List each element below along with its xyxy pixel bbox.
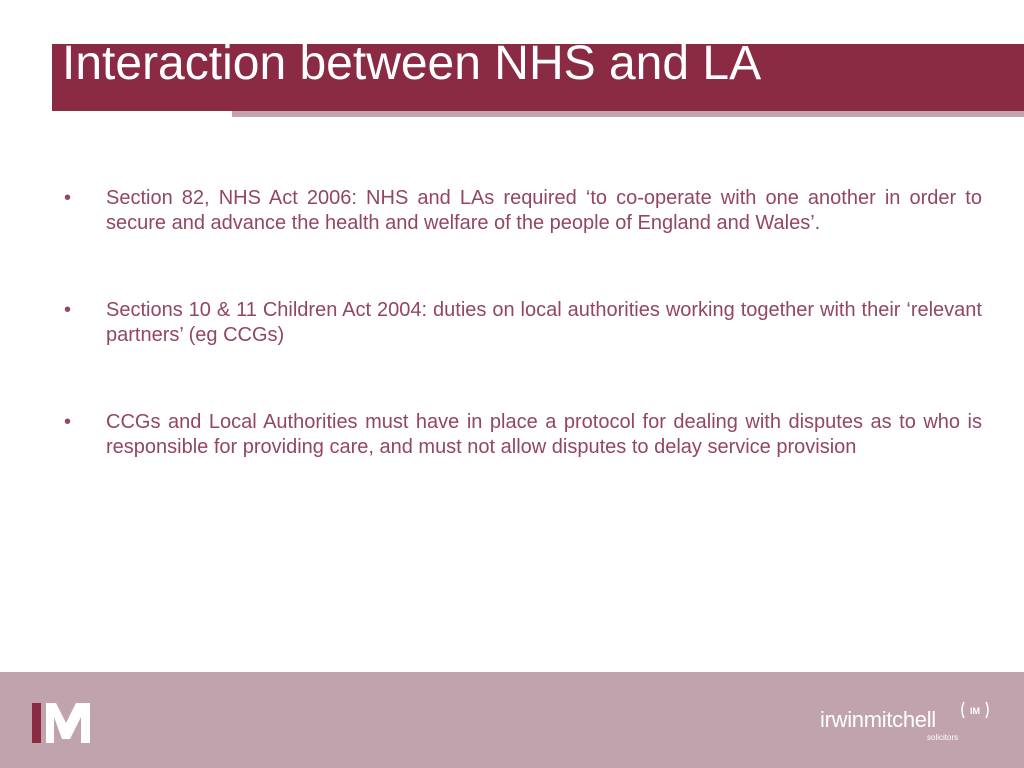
brand-mark-icon [960,700,990,720]
title-underline [232,111,1024,117]
irwinmitchell-logo [820,700,990,746]
bullet-marker: • [64,187,72,209]
bullet-item [60,410,982,459]
bullet-text: CCGs and Local Authorities must have in place a protocol for dealing with disputes as to who is responsible for providing care, and must not allow disputes to delay service provision [106,411,982,458]
im-logo [32,703,96,743]
brand-mark-text: IM [970,706,980,716]
brand-tagline: solicitors [927,733,959,742]
bullet-item [60,298,982,347]
brand-name: irwinmitchell [820,707,936,732]
bullet-text: Section 82, NHS Act 2006: NHS and LAs required ‘to co-operate with one another in order to secure and advance the health and welfare of the people of England and Wales’. [106,187,982,234]
bullet-text: Sections 10 & 11 Children Act 2004: duties on local authorities working together with their ‘relevant partners’ (eg CCGs) [106,299,982,346]
bullet-list [60,186,982,522]
slide-title: Interaction between NHS and LA [62,37,762,90]
bullet-item [60,186,982,235]
bullet-marker: • [64,411,72,433]
bullet-marker: • [64,299,72,321]
